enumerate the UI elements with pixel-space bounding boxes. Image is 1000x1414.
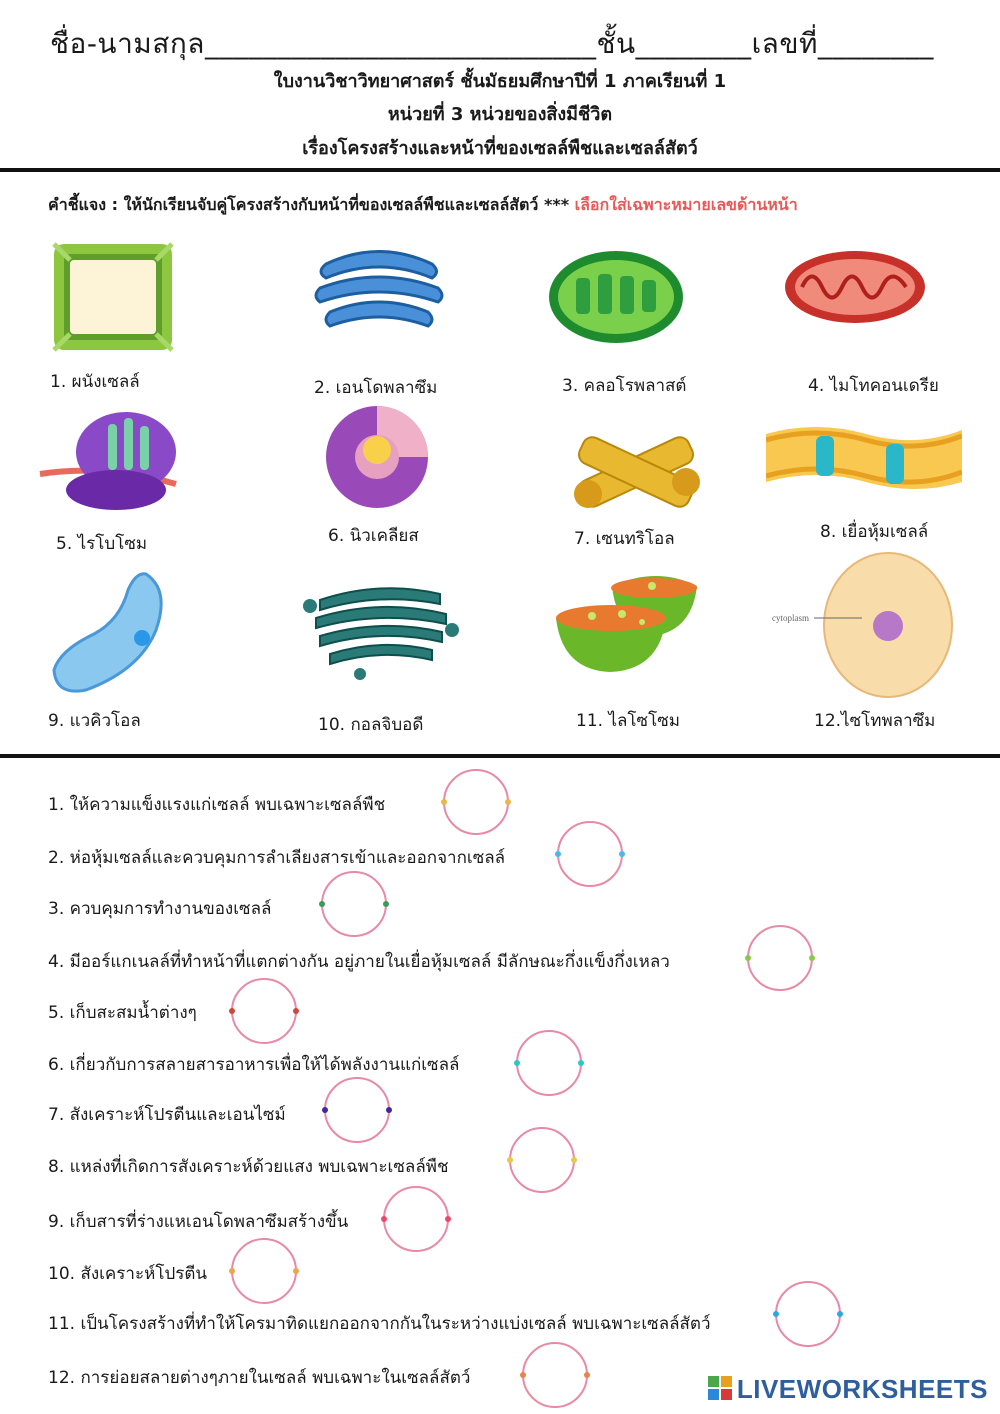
answer-circle-5[interactable]	[231, 978, 297, 1044]
question-6: 6. เกี่ยวกับการสลายสารอาหารเพื่อให้ได้พลังงานแก่เซลล์	[48, 1055, 460, 1075]
name-class-number-line: ชื่อ-นามสกุล___________________________ชั้น________เลขที่________	[50, 27, 934, 60]
question-3: 3. ควบคุมการทำงานของเซลล์	[48, 899, 272, 919]
liveworksheets-logo[interactable]	[707, 1374, 988, 1405]
organelle-label-3: 3. คลอโรพลาสต์	[562, 376, 687, 396]
cytoplasm-icon	[766, 550, 956, 700]
cell-membrane-icon	[766, 420, 962, 496]
ribosome-icon	[36, 404, 182, 514]
organelle-label-6: 6. นิวเคลียส	[328, 526, 419, 546]
organelle-label-5: 5. ไรโบโซม	[56, 534, 148, 554]
answer-circle-2[interactable]	[557, 821, 623, 887]
section-divider	[0, 754, 1000, 758]
question-5: 5. เก็บสะสมน้ำต่างๆ	[48, 1003, 197, 1023]
answer-circle-8[interactable]	[509, 1127, 575, 1193]
answer-circle-7[interactable]	[324, 1077, 390, 1143]
unit-title: หน่วยที่ 3 หน่วยของสิ่งมีชีวิต	[387, 104, 613, 125]
question-9: 9. เก็บสารที่ร่างแหเอนโดพลาซึมสร้างขึ้น	[48, 1212, 349, 1232]
organelle-label-11: 11. ไลโซโซม	[576, 711, 680, 731]
mitochondria-icon	[782, 246, 928, 328]
liveworksheets-logo-icon	[707, 1375, 733, 1401]
question-2: 2. ห่อหุ้มเซลล์และควบคุมการลำเลียงสารเข้าและออกจากเซลล์	[48, 848, 506, 868]
nucleus-icon	[324, 404, 430, 510]
centriole-icon	[566, 418, 706, 508]
question-7: 7. สังเคราะห์โปรตีนและเอนไซม์	[48, 1105, 286, 1125]
golgi-body-icon	[300, 570, 460, 682]
answer-circle-12[interactable]	[522, 1342, 588, 1408]
lysosome-icon	[552, 566, 702, 676]
chloroplast-icon	[546, 248, 686, 346]
answer-circle-6[interactable]	[516, 1030, 582, 1096]
cell-wall-icon	[50, 240, 176, 355]
organelle-label-8: 8. เยื่อหุ้มเซลล์	[820, 522, 929, 542]
question-11: 11. เป็นโครงสร้างที่ทำให้โครมาทิดแยกออกจากกันในระหว่างแบ่งเซลล์ พบเฉพาะเซลล์สัตว์	[48, 1314, 711, 1334]
organelle-label-10: 10. กอลจิบอดี	[318, 715, 424, 735]
worksheet-subject-line: ใบงานวิชาวิทยาศาสตร์ ชั้นมัธยมศึกษาปีที่ 1 ภาคเรียนที่ 1	[273, 71, 727, 92]
instruction-text: คำชี้แจง : ให้นักเรียนจับคู่โครงสร้างกับหน้าที่ของเซลล์พืชและเซลล์สัตว์ ***	[48, 195, 570, 214]
instruction-highlight: เลือกใส่เฉพาะหมายเลขด้านหน้า	[569, 195, 798, 214]
organelle-label-1: 1. ผนังเซลล์	[50, 372, 140, 392]
liveworksheets-logo-text: LIVEWORKSHEETS	[736, 1374, 988, 1404]
answer-circle-10[interactable]	[231, 1238, 297, 1304]
header-divider	[0, 168, 1000, 172]
topic-title: เรื่องโครงสร้างและหน้าที่ของเซลล์พืชและเซลล์สัตว์	[302, 138, 698, 159]
question-10: 10. สังเคราะห์โปรตีน	[48, 1264, 208, 1284]
organelle-label-2: 2. เอนโดพลาซึม	[314, 378, 438, 398]
instruction	[48, 193, 798, 218]
organelle-label-9: 9. แวคิวโอล	[48, 711, 141, 731]
answer-circle-4[interactable]	[747, 925, 813, 991]
question-8: 8. แหล่งที่เกิดการสังเคราะห์ด้วยแสง พบเฉพาะเซลล์พืช	[48, 1157, 449, 1177]
answer-circle-1[interactable]	[443, 769, 509, 835]
organelle-label-7: 7. เซนทริโอล	[574, 529, 675, 549]
organelle-label-12: 12.ไซโทพลาซึม	[814, 711, 936, 731]
organelle-label-4: 4. ไมโทคอนเดรีย	[808, 376, 939, 396]
answer-circle-3[interactable]	[321, 871, 387, 937]
answer-circle-9[interactable]	[383, 1186, 449, 1252]
vacuole-icon	[50, 570, 170, 696]
endoplasmic-reticulum-icon	[306, 244, 452, 344]
answer-circle-11[interactable]	[775, 1281, 841, 1347]
question-12: 12. การย่อยสลายต่างๆภายในเซลล์ พบเฉพาะในเซลล์สัตว์	[48, 1368, 471, 1388]
question-4: 4. มีออร์แกเนลล์ที่ทำหน้าที่แตกต่างกัน อยู่ภายในเยื่อหุ้มเซลล์ มีลักษณะกึ่งแข็งกึ่งเหลว	[48, 952, 670, 972]
question-1: 1. ให้ความแข็งแรงแก่เซลล์ พบเฉพาะเซลล์พืช	[48, 795, 386, 815]
cytoplasm-caption: cytoplasm	[772, 613, 809, 623]
